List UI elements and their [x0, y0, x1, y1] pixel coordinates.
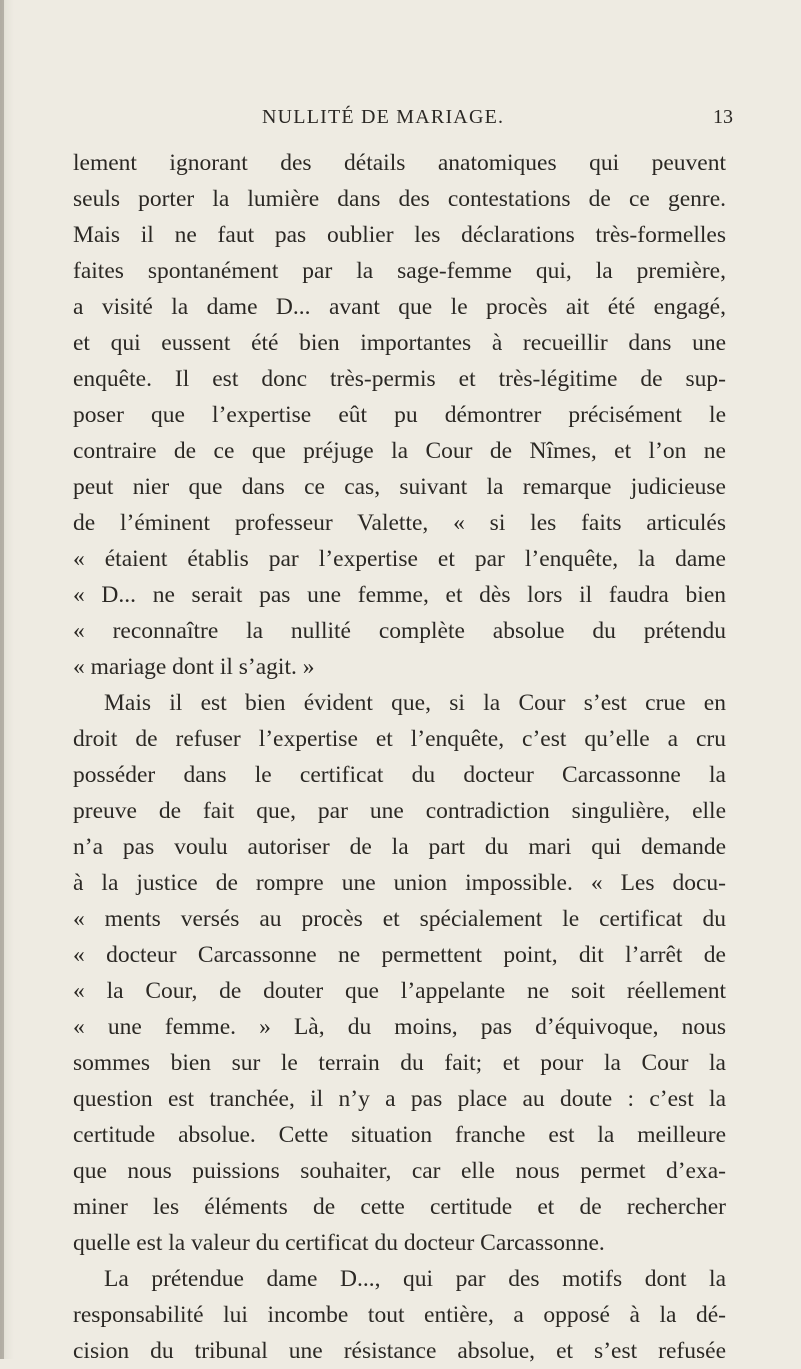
text-line: seuls porter la lumière dans des contestations de ce genre. [73, 186, 726, 212]
page-number: 13 [713, 106, 733, 128]
text-line: droit de refuser l’expertise et l’enquête, c’est qu’elle a cru [73, 726, 726, 752]
text-line: « mariage dont il s’agit. » [73, 654, 315, 680]
text-line: n’a pas voulu autoriser de la part du mari qui demande [73, 834, 726, 860]
text-line: « étaient établis par l’expertise et par l’enquête, la dame [73, 546, 726, 572]
text-line: et qui eussent été bien importantes à recueillir dans une [73, 330, 726, 356]
text-line: à la justice de rompre une union impossible. « Les docu- [73, 870, 726, 896]
text-line: certitude absolue. Cette situation franche est la meilleure [73, 1122, 726, 1148]
text-line: Mais il ne faut pas oublier les déclarations très-formelles [73, 222, 726, 248]
page-header [0, 106, 801, 136]
body-text [73, 145, 726, 1369]
text-line: « une femme. » Là, du moins, pas d’équivoque, nous [73, 1014, 726, 1040]
text-line: peut nier que dans ce cas, suivant la remarque judicieuse [73, 474, 726, 500]
text-line: que nous puissions souhaiter, car elle nous permet d’exa- [73, 1158, 726, 1184]
running-head: NULLITÉ DE MARIAGE. [262, 106, 505, 128]
text-line: contraire de ce que préjuge la Cour de Nîmes, et l’on ne [73, 438, 726, 464]
paragraph-start-line: La prétendue dame D..., qui par des motifs dont la [104, 1266, 726, 1292]
text-line: responsabilité lui incombe tout entière, a opposé à la dé- [73, 1302, 726, 1328]
text-line: de l’éminent professeur Valette, « si les faits articulés [73, 510, 726, 536]
text-line: « la Cour, de douter que l’appelante ne soit réellement [73, 978, 726, 1004]
paragraph-start-line: Mais il est bien évident que, si la Cour s’est crue en [104, 690, 726, 716]
text-line: « reconnaître la nullité complète absolue du prétendu [73, 618, 726, 644]
text-line: miner les éléments de cette certitude et de rechercher [73, 1194, 726, 1220]
text-line: « ments versés au procès et spécialement le certificat du [73, 906, 726, 932]
text-line: faites spontanément par la sage-femme qui, la première, [73, 258, 726, 284]
text-line: enquête. Il est donc très-permis et très-légitime de sup- [73, 366, 726, 392]
text-line: a visité la dame D... avant que le procès ait été engagé, [73, 294, 726, 320]
text-line: preuve de fait que, par une contradiction singulière, elle [73, 798, 726, 824]
text-line: cision du tribunal une résistance absolue, et s’est refusée [73, 1338, 726, 1364]
text-line: lement ignorant des détails anatomiques qui peuvent [73, 150, 726, 176]
page-binding-edge [0, 0, 4, 1359]
text-line: « docteur Carcassonne ne permettent point, dit l’arrêt de [73, 942, 726, 968]
text-line: « D... ne serait pas une femme, et dès lors il faudra bien [73, 582, 726, 608]
text-line: question est tranchée, il n’y a pas place au doute : c’est la [73, 1086, 726, 1112]
text-line: poser que l’expertise eût pu démontrer précisément le [73, 402, 726, 428]
text-line: quelle est la valeur du certificat du docteur Carcassonne. [73, 1230, 605, 1256]
text-line: sommes bien sur le terrain du fait; et pour la Cour la [73, 1050, 726, 1076]
text-line: posséder dans le certificat du docteur Carcassonne la [73, 762, 726, 788]
